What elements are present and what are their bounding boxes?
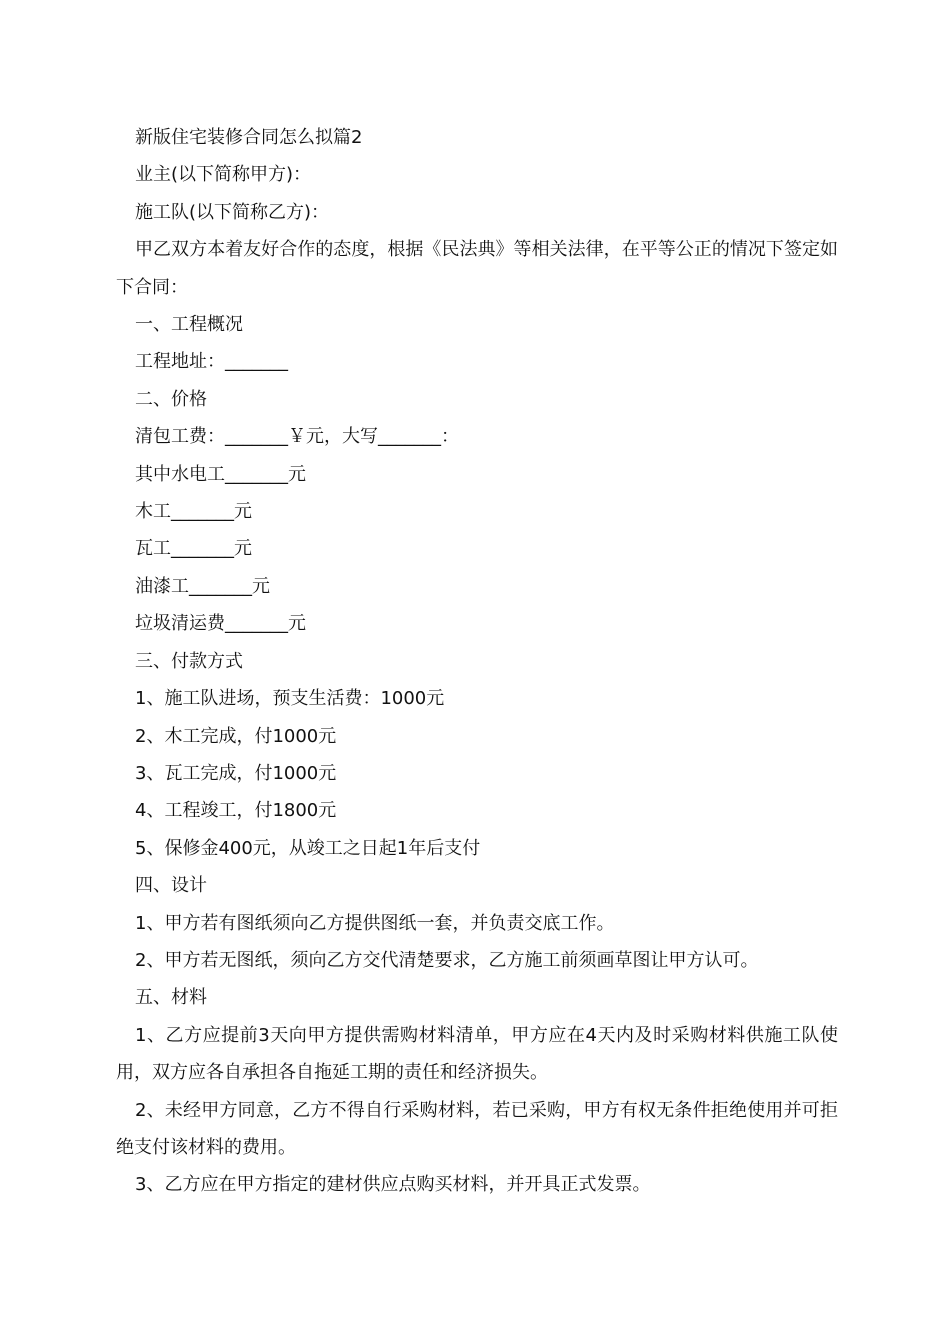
clause-owner: 业主(以下简称甲方)： bbox=[135, 164, 312, 186]
payment-item: 3、瓦工完成，付1000元 bbox=[135, 762, 337, 784]
payment-item: 4、工程竣工，付1800元 bbox=[135, 800, 337, 822]
section-heading-project-overview: 一、工程概况 bbox=[135, 314, 243, 336]
section-heading-materials: 五、材料 bbox=[135, 987, 207, 1009]
tiling-fee-line: 瓦工_______元 bbox=[135, 538, 252, 560]
payment-item: 1、施工队进场，预支生活费：1000元 bbox=[135, 688, 445, 710]
clause-contractor: 施工队(以下简称乙方)： bbox=[135, 201, 330, 223]
payment-item: 2、木工完成，付1000元 bbox=[135, 725, 337, 747]
materials-item: 3、乙方应在甲方指定的建材供应点购买材料，并开具正式发票。 bbox=[135, 1174, 651, 1196]
section-heading-design: 四、设计 bbox=[135, 875, 207, 897]
design-item: 2、甲方若无图纸，须向乙方交代清楚要求，乙方施工前须画草图让甲方认可。 bbox=[135, 949, 759, 971]
section-heading-payment: 三、付款方式 bbox=[135, 650, 243, 672]
labor-fee-line: 清包工费：_______￥元，大写_______： bbox=[135, 426, 459, 448]
materials-item: 1、乙方应提前3天向甲方提供需购材料清单，甲方应在4天内及时采购材料供施工队使用，双方应各自承担各自拖延工期的责任和经济损失。 bbox=[116, 1024, 838, 1084]
materials-item: 2、未经甲方同意，乙方不得自行采购材料，若已采购，甲方有权无条件拒绝使用并可拒绝支付该材料的费用。 bbox=[116, 1099, 838, 1158]
design-item: 1、甲方若有图纸须向乙方提供图纸一套，并负责交底工作。 bbox=[135, 912, 615, 934]
plumbing-electric-fee-line: 其中水电工_______元 bbox=[135, 463, 306, 485]
payment-item: 5、保修金400元，从竣工之日起1年后支付 bbox=[135, 837, 481, 859]
document-body bbox=[116, 119, 838, 1204]
carpentry-fee-line: 木工_______元 bbox=[135, 501, 252, 523]
preamble-paragraph: 甲乙双方本着友好合作的态度，根据《民法典》等相关法律，在平等公正的情况下签定如下合同： bbox=[116, 239, 838, 298]
painting-fee-line: 油漆工_______元 bbox=[135, 575, 270, 597]
waste-removal-fee-line: 垃圾清运费_______元 bbox=[135, 613, 306, 635]
section-heading-price: 二、价格 bbox=[135, 388, 207, 410]
document-title: 新版住宅装修合同怎么拟篇2 bbox=[135, 127, 363, 148]
project-address-line: 工程地址：_______ bbox=[135, 351, 288, 373]
